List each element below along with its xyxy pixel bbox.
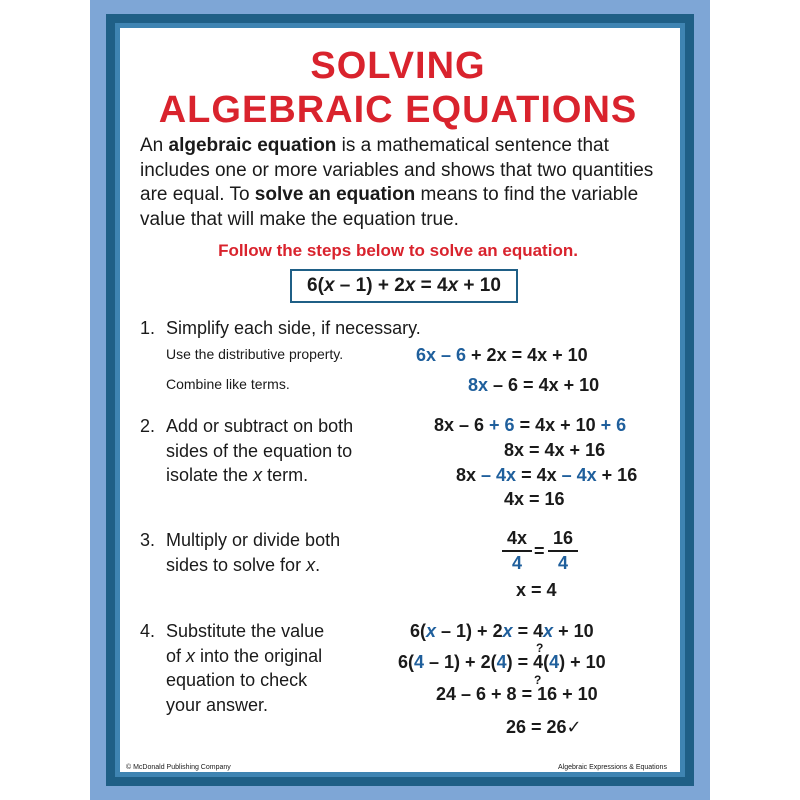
step-number: 4. xyxy=(140,621,156,641)
intro-bold-solve-equation: solve an equation xyxy=(254,184,416,205)
intro-text-2: is a mathematical sentence that includes one or more variables and shows that two quantities are equal. To xyxy=(140,135,654,205)
example-equation-box: 6(x – 1) + 2x = 4x + 10 xyxy=(290,269,518,303)
poster-title-line1: SOLVING xyxy=(310,45,486,87)
step4-math-row4: 26 = 26✓ xyxy=(506,717,582,737)
step4-math-row2: 6(4 – 1) + 2(4) = 4(4) + 10 xyxy=(398,652,606,672)
step2-math-row3: 8x – 4x = 4x – 4x + 16 xyxy=(456,465,638,485)
step1-distributive-note: Use the distributive property. xyxy=(166,346,344,362)
step3-result: x = 4 xyxy=(516,580,557,600)
follow-steps-heading: Follow the steps below to solve an equation. xyxy=(218,241,578,260)
step-number: 2. xyxy=(140,416,156,436)
step-3 xyxy=(140,528,400,578)
poster-frame xyxy=(90,0,710,800)
step-text: Simplify each side, if necessary. xyxy=(166,318,421,338)
step3-fraction-left: $\frac{4x}{4}$ xyxy=(502,528,532,574)
step-number: 1. xyxy=(140,318,156,338)
step3-equals: = xyxy=(534,541,545,561)
step2-math-row4: 4x = 16 xyxy=(504,489,565,509)
step4-math-row3: 24 – 6 + 8 = 16 + 10 xyxy=(436,684,598,704)
intro-paragraph xyxy=(140,134,670,232)
step-4 xyxy=(140,619,400,719)
step1-math-row2: 8x – 6 = 4x + 10 xyxy=(468,375,600,395)
step-text-line1: Multiply or divide both xyxy=(166,530,341,550)
step4-math-row1: 6(x – 1) + 2x = 4x + 10 xyxy=(410,621,594,641)
intro-text-3: means to find the variable value that will make the equation true. xyxy=(140,184,639,230)
poster-panel xyxy=(120,28,680,772)
step-text-line1: Substitute the value xyxy=(166,621,325,641)
step-text-line2: of x into the original xyxy=(166,645,323,666)
intro-bold-algebraic-equation: algebraic equation xyxy=(168,135,337,156)
step-text-line1: Add or subtract on both xyxy=(166,416,354,436)
step3-fraction-right: $\frac{16}{4}$ xyxy=(548,528,578,574)
step-text-line3: isolate the x term. xyxy=(166,465,309,485)
step-text-line2: sides to solve for x. xyxy=(166,554,321,575)
step-text-line4: your answer. xyxy=(166,694,269,715)
step1-math-row1: 6x – 6 + 2x = 4x + 10 xyxy=(416,345,588,365)
footer-series-title: Algebraic Expressions & Equations xyxy=(558,764,667,771)
question-mark-1: ? xyxy=(536,641,544,655)
step-text-line3: equation to check xyxy=(166,670,308,690)
step-number: 3. xyxy=(140,530,156,550)
footer-copyright: © McDonald Publishing Company xyxy=(126,764,231,771)
step-2 xyxy=(140,414,400,494)
poster-title-line2: ALGEBRAIC EQUATIONS xyxy=(158,89,638,131)
step2-math-row2: 8x = 4x + 16 xyxy=(504,440,606,460)
intro-text-1: An xyxy=(140,135,169,156)
question-mark-2: ? xyxy=(534,673,542,687)
step-text-line2: sides of the equation to xyxy=(166,440,353,461)
step2-math-row1: 8x – 6 + 6 = 4x + 10 + 6 xyxy=(434,415,627,435)
step1-combine-note: Combine like terms. xyxy=(166,376,290,392)
